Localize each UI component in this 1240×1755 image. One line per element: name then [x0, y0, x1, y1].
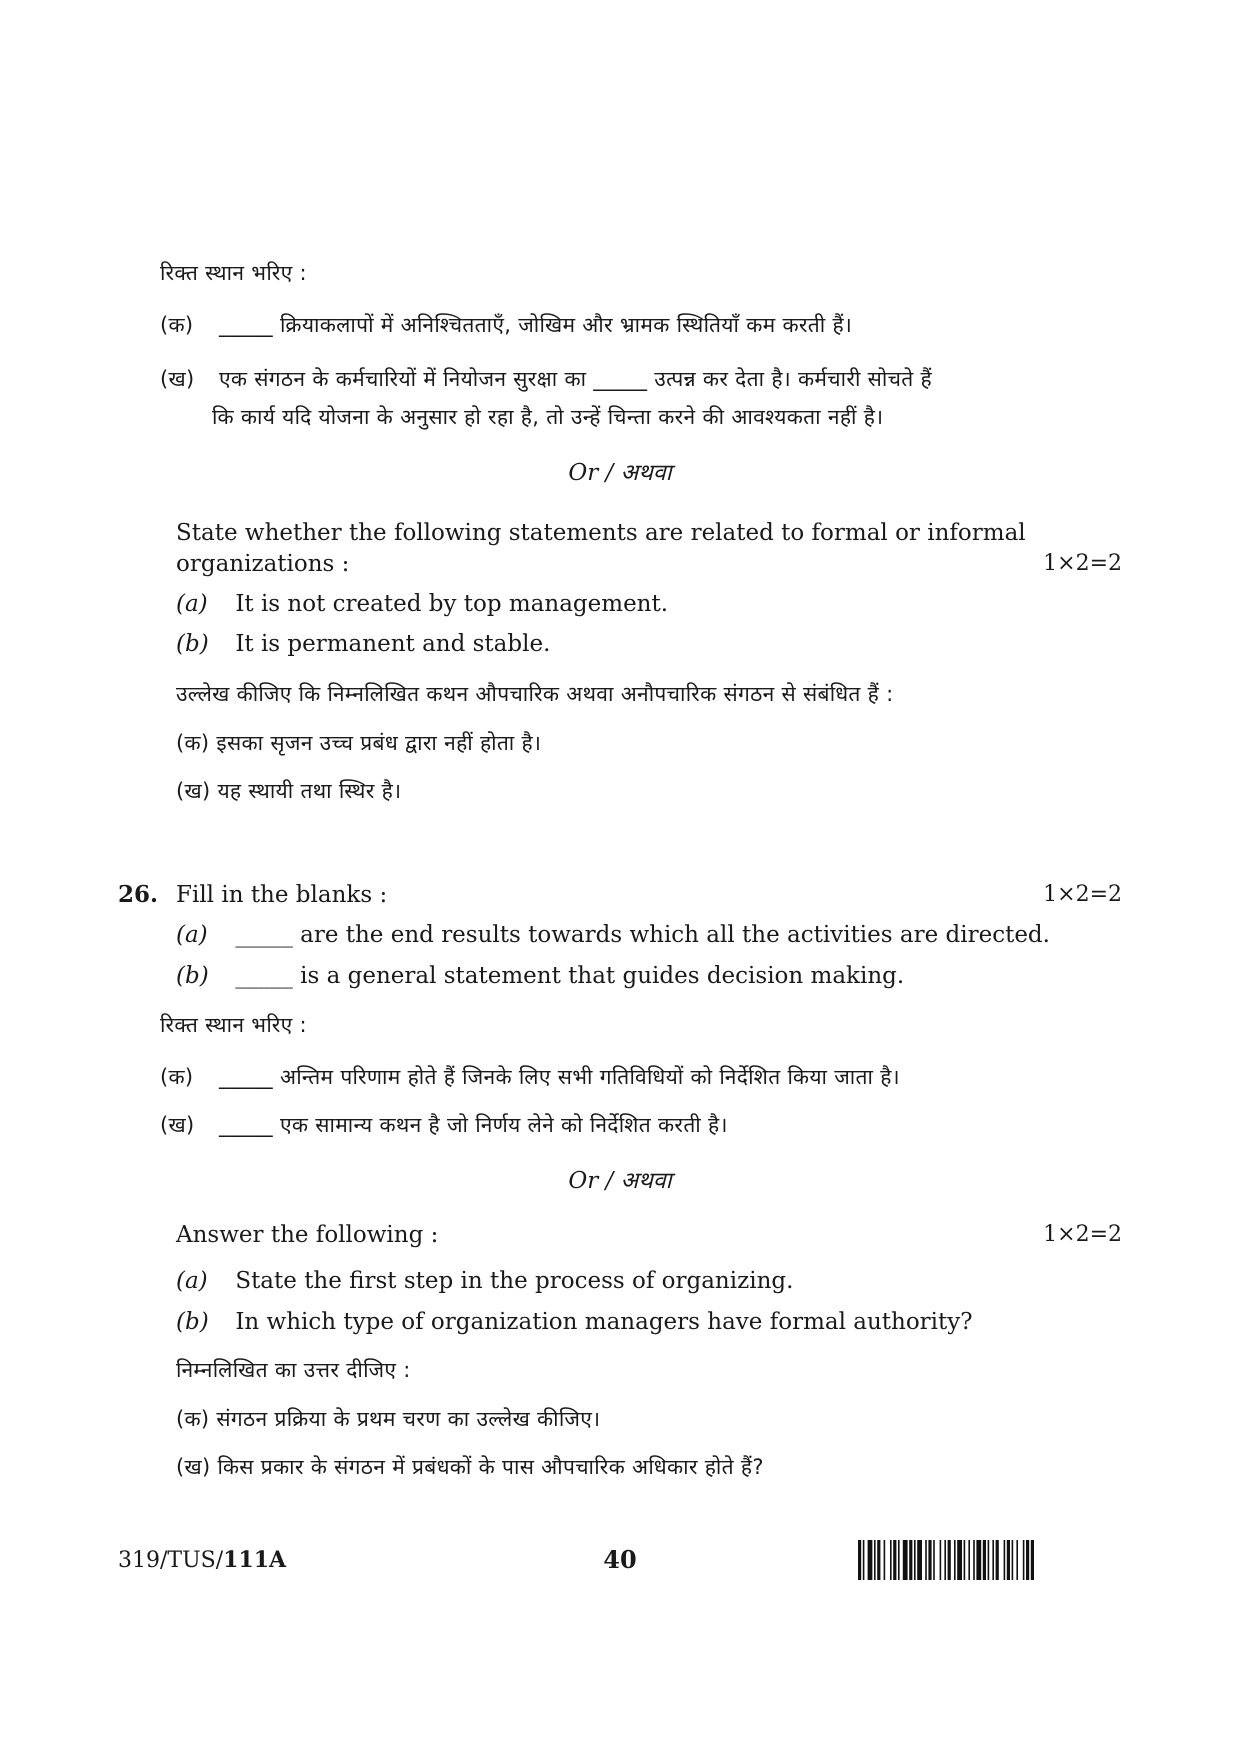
q25-or-item-b [176, 629, 550, 659]
q25-hindi-item-b-cont: कि कार्य यदि योजना के अनुसार हो रहा है, तो उन्हें चिन्ता करने की आवश्यकता नहीं है। [212, 405, 884, 429]
item-label: (b) [176, 1309, 209, 1335]
page-number: 40 [603, 1545, 637, 1574]
q25-or-statement-line1: State whether the following statements are related to formal or informal [176, 520, 1026, 546]
item-label: (a) [176, 1268, 208, 1294]
q25-or-statement-line2: organizations : [176, 551, 350, 577]
q25-or-hindi-item-b: (ख) यह स्थायी तथा स्थिर है। [176, 779, 402, 803]
item-text: In which type of organization managers have formal authority? [235, 1309, 973, 1335]
q25-or-hindi-item-a: (क) इसका सृजन उच्च प्रबंध द्वारा नहीं होता है। [176, 731, 542, 755]
q25-hindi-item-a [160, 310, 852, 340]
q25-or-hindi-heading: उल्लेख कीजिए कि निम्नलिखित कथन औपचारिक अथवा अनौपचारिक संगठन से संबंधित हैं : [176, 682, 894, 706]
q26-item-a [176, 920, 1050, 950]
item-text: _____ is a general statement that guides decision making. [235, 963, 905, 989]
paper-code-prefix: 319/TUS/ [118, 1548, 224, 1573]
item-label: (क) [160, 313, 194, 337]
q26-hindi-item-b [160, 1110, 728, 1140]
item-label: (b) [176, 963, 209, 989]
q26-or-item-a [176, 1266, 793, 1296]
q26-item-b [176, 961, 904, 991]
item-label: (a) [176, 922, 208, 948]
item-text: It is not created by top management. [235, 591, 669, 617]
item-text: एक संगठन के कर्मचारियों में नियोजन सुरक्षा का _____ उत्पन्न कर देता है। कर्मचारी सोचते हैं [218, 367, 932, 391]
item-text: _____ अन्तिम परिणाम होते हैं जिनके लिए सभी गतिविधियों को निर्देशित किया जाता है। [218, 1065, 900, 1089]
or-divider: Or / अथवा [568, 460, 672, 486]
item-text: It is permanent and stable. [235, 631, 551, 657]
item-label: (ख) [160, 1113, 195, 1137]
q25-hindi-heading: रिक्त स्थान भरिए : [160, 261, 307, 285]
marks-label: 1×2=2 [1043, 551, 1122, 576]
marks-label: 1×2=2 [1043, 882, 1122, 907]
q26-or-hindi-heading: निम्नलिखित का उत्तर दीजिए : [176, 1358, 411, 1382]
q25-or-item-a [176, 589, 668, 619]
item-text: State the first step in the process of organizing. [235, 1268, 794, 1294]
marks-label: 1×2=2 [1043, 1222, 1122, 1247]
item-text: _____ एक सामान्य कथन है जो निर्णय लेने को निर्देशित करती है। [218, 1113, 728, 1137]
q26-or-heading: Answer the following : [176, 1222, 439, 1248]
q26-hindi-item-a [160, 1062, 900, 1092]
q26-or-item-b [176, 1307, 973, 1337]
item-label: (क) [160, 1065, 194, 1089]
q26-hindi-heading: रिक्त स्थान भरिए : [160, 1013, 307, 1037]
item-label: (ख) [160, 367, 195, 391]
item-text: _____ क्रियाकलापों में अनिश्चितताएँ, जोखिम और भ्रामक स्थितियाँ कम करती हैं। [218, 313, 853, 337]
q26-or-hindi-item-b: (ख) किस प्रकार के संगठन में प्रबंधकों के पास औपचारिक अधिकार होते हैं? [176, 1455, 764, 1479]
q26-heading: Fill in the blanks : [176, 882, 388, 908]
barcode-icon [858, 1540, 1124, 1580]
paper-code-bold: 111A [223, 1547, 287, 1573]
q25-hindi-item-b [160, 364, 932, 394]
item-label: (b) [176, 631, 209, 657]
item-text: _____ are the end results towards which all the activities are directed. [235, 922, 1050, 948]
or-divider: Or / अथवा [568, 1168, 672, 1194]
q26-or-hindi-item-a: (क) संगठन प्रक्रिया के प्रथम चरण का उल्लेख कीजिए। [176, 1407, 601, 1431]
item-label: (a) [176, 591, 208, 617]
question-number: 26. [118, 881, 159, 908]
